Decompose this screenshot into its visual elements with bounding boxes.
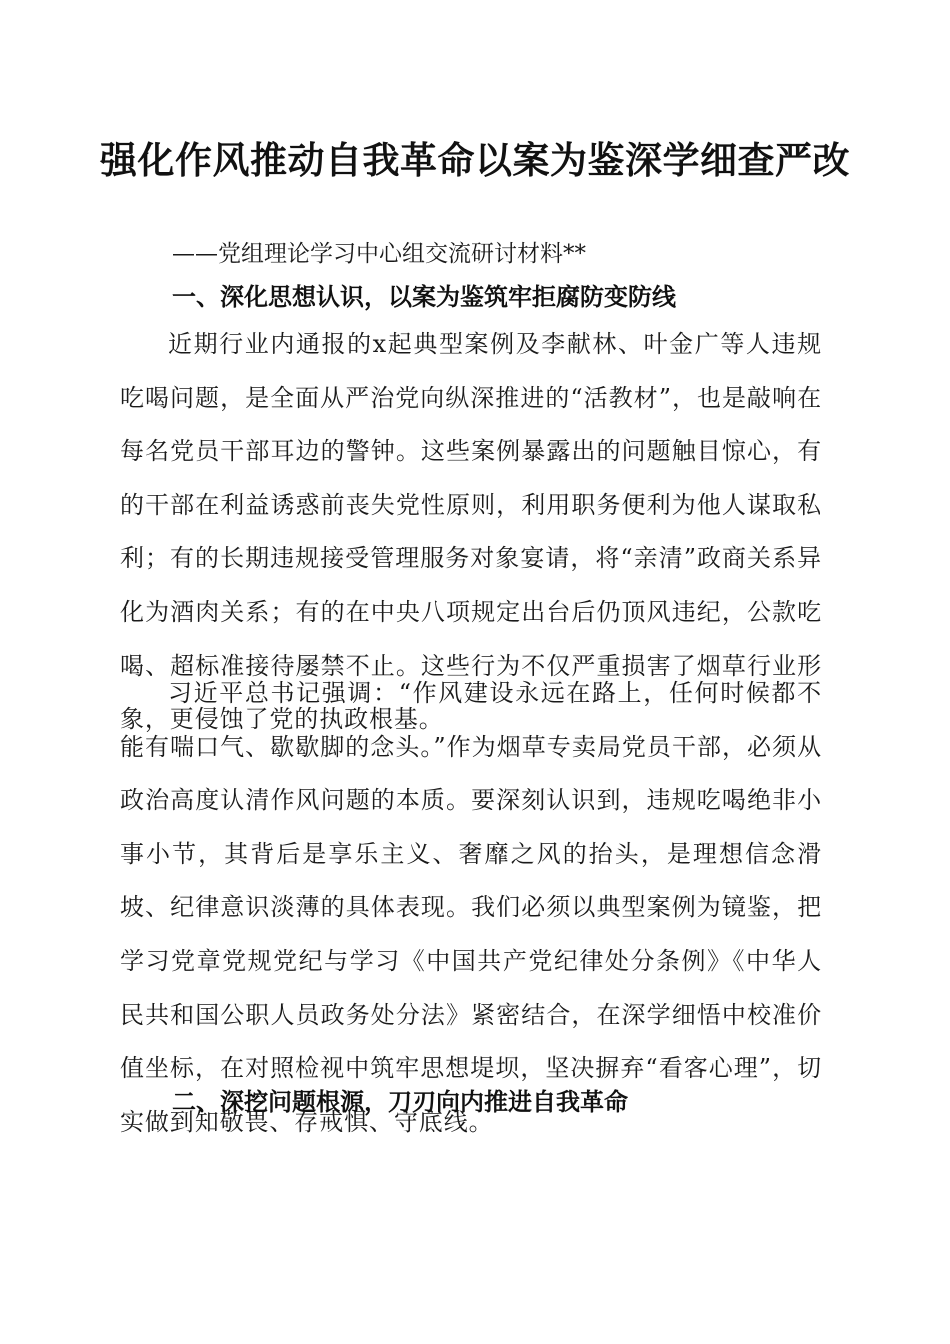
document-subtitle: ——党组理论学习中心组交流研讨材料**	[172, 241, 586, 267]
body-paragraph-1: 近期行业内通报的x起典型案例及李献林、叶金广等人违规吃喝问题，是全面从严治党向纵深推进的“活教材”，也是敲响在每名党员干部耳边的警钟。这些案例暴露出的问题触目惊心，有的干部在利益诱惑前丧失党性原则，利用职务便利为他人谋取私利；有的长期违规接受管理服务对象宴请，将“亲清”政商关系异化为酒肉关系；有的在中央八项规定出台后仍顶风违纪，公款吃喝、超标准接待屡禁不止。这些行为不仅严重损害了烟草行业形象，更侵蚀了党的执政根基。	[120, 330, 822, 734]
section-heading-1: 一、深化思想认识，以案为鉴筑牢拒腐防变防线	[172, 283, 676, 311]
document-title: 强化作风推动自我革命以案为鉴深学细查严改	[100, 138, 850, 182]
section-heading-2: 二、深挖问题根源，刀刃向内推进自我革命	[172, 1088, 628, 1116]
body-paragraph-2: 习近平总书记强调：“作风建设永远在路上，任何时候都不能有喘口气、歇歇脚的念头。”作为烟草专卖局党员干部，必须从政治高度认清作风问题的本质。要深刻认识到，违规吃喝绝非小事小节，其背后是享乐主义、奢靡之风的抬头，是理想信念滑坡、纪律意识淡薄的具体表现。我们必须以典型案例为镜鉴，把学习党章党规党纪与学习《中国共产党纪律处分条例》《中华人民共和国公职人员政务处分法》紧密结合，在深学细悟中校准价值坐标，在对照检视中筑牢思想堤坝，坚决摒弃“看客心理”，切实做到知敬畏、存戒惧、守底线。	[120, 679, 822, 1136]
